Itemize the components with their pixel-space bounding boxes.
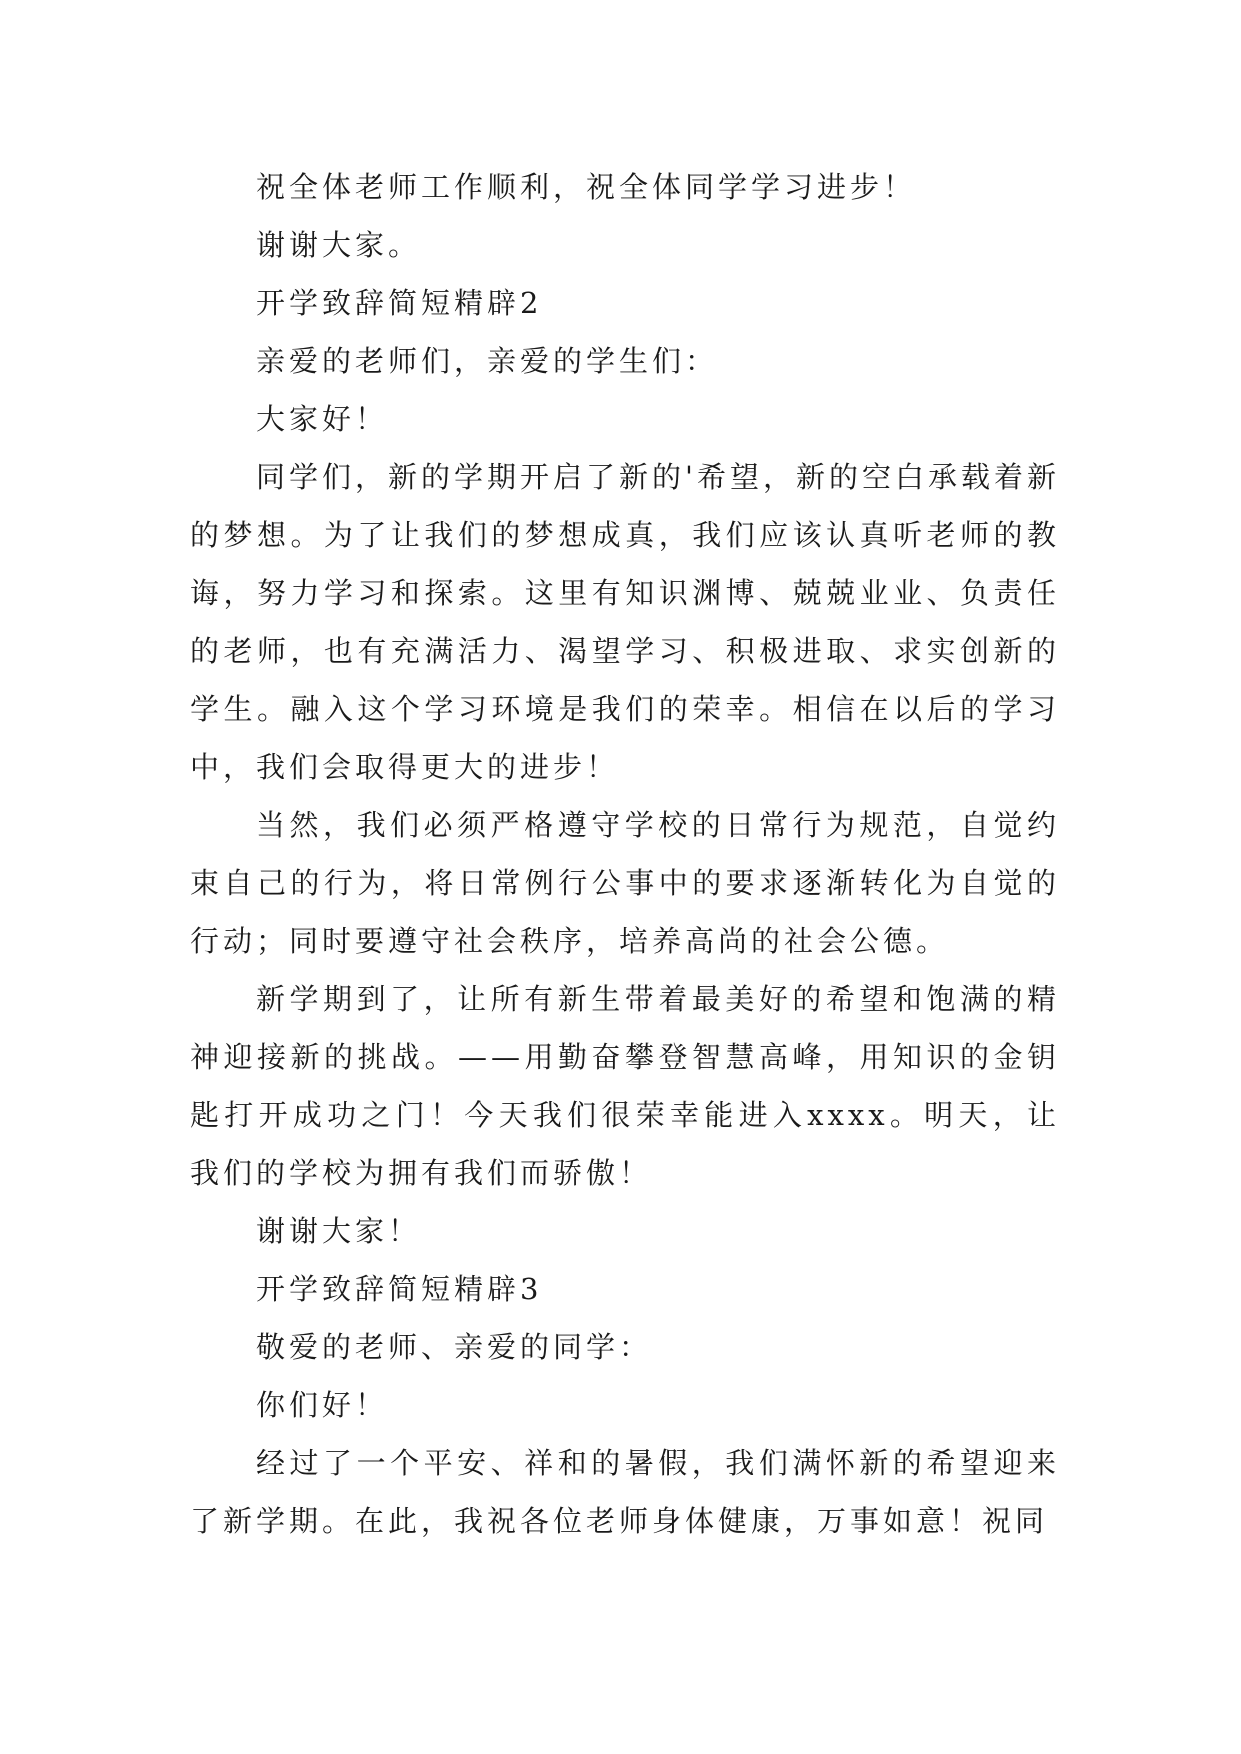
document-body	[190, 158, 1060, 1550]
paragraph-thanks-2: 谢谢大家！	[256, 1214, 422, 1248]
paragraph-body-2a: 同学们，新的学期开启了新的'希望，新的空白承载着新的梦想。为了让我们的梦想成真，我们应该认真听老师的教诲，努力学习和探索。这里有知识渊博、兢兢业业、负责任的老师，也有充满活力、渴望学习、积极进取、求实创新的学生。融入这个学习环境是我们的荣幸。相信在以后的学习中，我们会取得更大的进步！	[190, 460, 1060, 784]
section-title-2: 开学致辞简短精辟2	[256, 286, 543, 320]
paragraph-body-3a: 经过了一个平安、祥和的暑假，我们满怀新的希望迎来了新学期。在此，我祝各位老师身体健康，万事如意！祝同	[190, 1446, 1060, 1538]
paragraph-thanks-1: 谢谢大家。	[256, 228, 422, 262]
paragraph-body-2b: 当然，我们必须严格遵守学校的日常行为规范，自觉约束自己的行为，将日常例行公事中的要求逐渐转化为自觉的行动；同时要遵守社会秩序，培养高尚的社会公德。	[190, 808, 1060, 958]
paragraph-closing-wish: 祝全体老师工作顺利，祝全体同学学习进步！	[256, 170, 917, 204]
paragraph-body-2c: 新学期到了，让所有新生带着最美好的希望和饱满的精神迎接新的挑战。——用勤奋攀登智慧高峰，用知识的金钥匙打开成功之门！今天我们很荣幸能进入xxxx。明天，让我们的学校为拥有我们而骄傲！	[190, 982, 1060, 1190]
paragraph-salutation-3: 敬爱的老师、亲爱的同学：	[256, 1330, 653, 1364]
section-title-3: 开学致辞简短精辟3	[256, 1272, 543, 1306]
paragraph-salutation-2: 亲爱的老师们，亲爱的学生们：	[256, 344, 719, 378]
paragraph-greeting-3: 你们好！	[256, 1388, 389, 1422]
paragraph-greeting-2: 大家好！	[256, 402, 389, 436]
